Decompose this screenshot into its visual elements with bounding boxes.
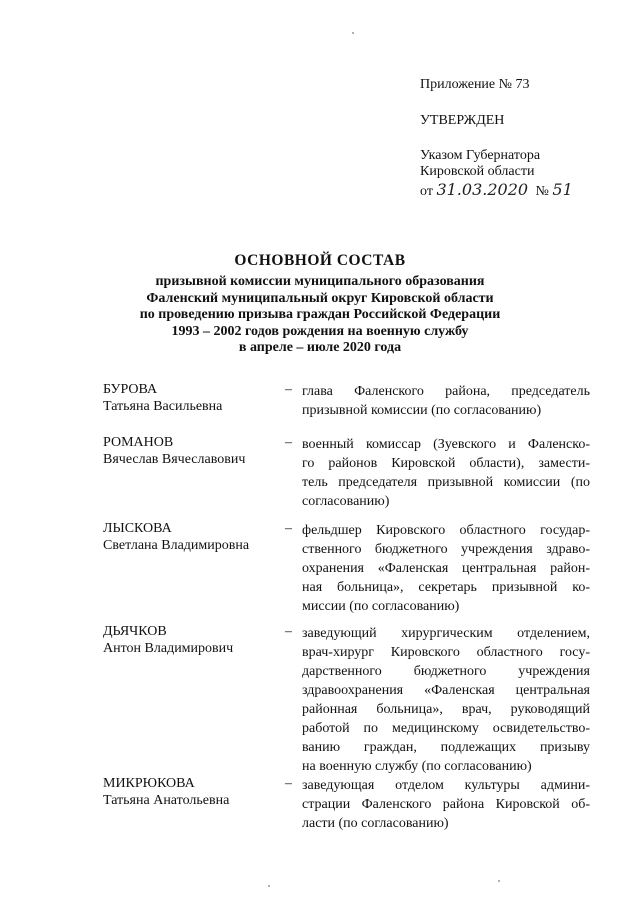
title-line: 1993 – 2002 годов рождения на военную службу (171, 323, 469, 339)
decree-date-line (420, 182, 573, 200)
role-line: согласованию) (302, 494, 390, 509)
dash: – (285, 776, 292, 791)
member-given-names: Татьяна Анатольевна (103, 792, 230, 808)
member-given-names: Вячеслав Вячеславович (103, 451, 246, 467)
date-prefix: от (420, 184, 433, 199)
member-role (302, 435, 590, 511)
role-line: фельдшер Кировского областного государ- (302, 523, 590, 538)
member-name (103, 435, 283, 468)
member-given-names: Светлана Владимировна (103, 537, 250, 553)
role-line: военный комиссар (Зуевского и Фаленско- (302, 437, 590, 452)
approved-label: УТВЕРЖДЕН (420, 113, 505, 128)
dash: – (285, 382, 292, 397)
member-surname: БУРОВА (103, 382, 158, 397)
document-title (120, 252, 520, 357)
title-line: Фаленский муниципальный округ Кировской области (146, 290, 494, 306)
member-name (103, 382, 283, 415)
role-line: глава Фаленского района, председатель (302, 384, 590, 399)
member-name (103, 521, 283, 554)
member-surname: РОМАНОВ (103, 435, 174, 450)
role-line: заведующий хирургическим отделением, (302, 626, 590, 641)
role-line: районная больница», врач, руководящий (302, 702, 590, 717)
member-surname: ДЬЯЧКОВ (103, 624, 167, 639)
appendix-number: Приложение № 73 (420, 77, 530, 92)
member-role (302, 382, 590, 420)
role-line: призывной комиссии (по согласованию) (302, 403, 542, 418)
scan-speck (352, 32, 354, 34)
scan-speck (498, 880, 500, 882)
role-line: го районов Кировской области), замести- (302, 456, 590, 471)
title-main: ОСНОВНОЙ СОСТАВ (234, 252, 406, 269)
role-line: дарственного бюджетного учреждения (302, 664, 590, 679)
member-name (103, 624, 283, 657)
role-line: миссии (по согласованию) (302, 599, 460, 614)
number-prefix: № (535, 184, 549, 199)
member-given-names: Татьяна Васильевна (103, 398, 223, 414)
dash: – (285, 521, 292, 536)
member-role (302, 776, 590, 833)
role-line: охранения «Фаленская центральная район- (302, 561, 590, 576)
role-line: здравоохранения «Фаленская центральная (302, 683, 590, 698)
role-line: на военную службу (по согласованию) (302, 759, 532, 774)
role-line: врач-хирург Кировского областного госу- (302, 645, 590, 660)
role-line: ственного бюджетного учреждения здраво- (302, 542, 590, 557)
dash: – (285, 624, 292, 639)
handwritten-number: 51 (552, 180, 573, 199)
decree-line-2: Кировской области (420, 164, 535, 179)
decree-reference (420, 148, 540, 180)
role-line: тель председателя призывной комиссии (по (302, 475, 590, 490)
member-surname: ЛЫСКОВА (103, 521, 172, 536)
decree-line-1: Указом Губернатора (420, 148, 541, 163)
role-line: ная больница», секретарь призывной ко- (302, 580, 590, 595)
member-given-names: Антон Владимирович (103, 640, 234, 656)
scan-speck (268, 885, 270, 887)
handwritten-date: 31.03.2020 (436, 180, 529, 199)
role-line: заведующая отделом культуры админи- (302, 778, 590, 793)
title-line: по проведению призыва граждан Российской Федерации (139, 307, 501, 323)
title-line: в апреле – июле 2020 года (238, 340, 402, 356)
role-line: работой по медицинскому освидетельство- (302, 721, 590, 736)
member-surname: МИКРЮКОВА (103, 776, 195, 791)
role-line: страции Фаленского района Кировской об- (302, 797, 590, 812)
member-name (103, 776, 283, 809)
role-line: ванию граждан, подлежащих призыву (302, 740, 590, 755)
title-line: призывной комиссии муниципального образования (155, 274, 485, 289)
member-role (302, 624, 590, 776)
dash: – (285, 435, 292, 450)
member-role (302, 521, 590, 616)
role-line: ласти (по согласованию) (302, 816, 449, 831)
